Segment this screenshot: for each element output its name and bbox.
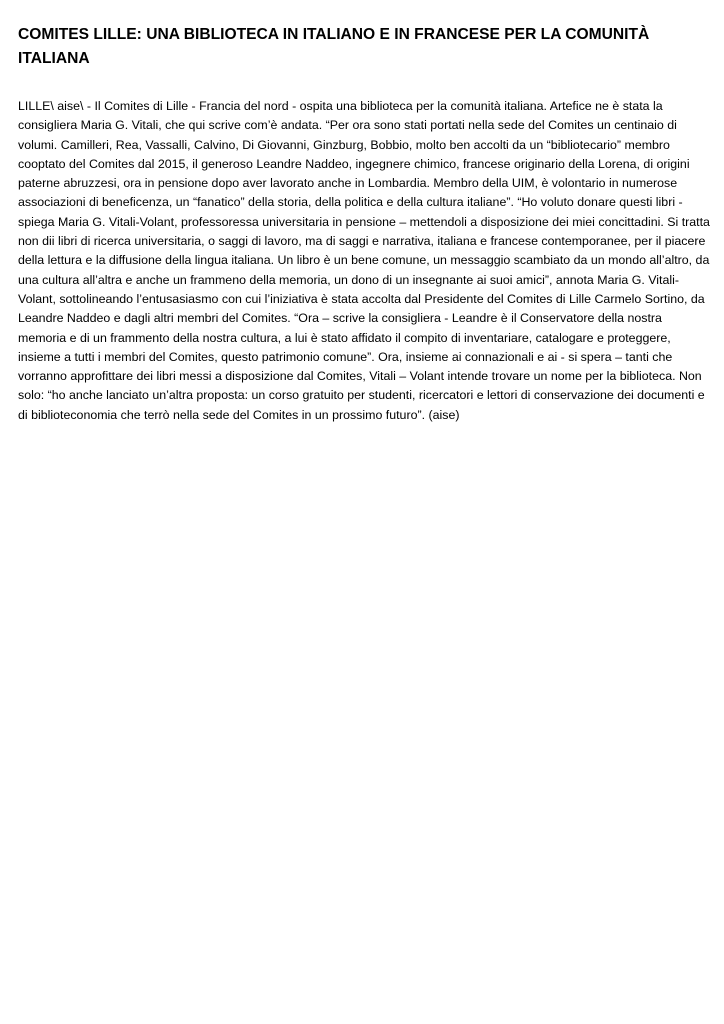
article-title: COMITES LILLE: UNA BIBLIOTECA IN ITALIANO E IN FRANCESE PER LA COMUNITÀ ITALIANA [18, 26, 650, 67]
article [18, 23, 710, 425]
article-body: LILLE\ aise\ - Il Comites di Lille - Francia del nord - ospita una biblioteca per la comunità italiana. Artefice ne è stata la consigliera Maria G. Vitali, che qui scrive com’è andata. “Per ora sono stati portati nella sede del Comites un centinaio di volumi. Camilleri, Rea, Vassalli, Calvino, Di Giovanni, Ginzburg, Bobbio, molto ben accolti da un “bibliotecario” membro cooptato del Comites dal 2015, il generoso Leandre Naddeo, ingegnere chimico, francese originario della Lorena, di origini paterne abruzzesi, ora in pensione dopo aver lavorato anche in Lombardia. Membro della UIM, è volontario in numerose associazioni di beneficenza, un “fanatico” della storia, della politica e della cultura italiane”. “Ho voluto donare questi libri - spiega Maria G. Vitali-Volant, professoressa universitaria in pensione – mettendoli a disposizione dei miei concittadini. Si tratta non dii libri di ricerca universitaria, o saggi di lavoro, ma di saggi e narrativa, italiana e francese contemporanee, per il piacere della lettura e la diffusione della lingua italiana. Un libro è un bene comune, un messaggio scambiato da un mondo all’altro, da una cultura all’altra e anche un frammeno della memoria, un dono di un insegnante ai suoi amici”, annota Maria G. Vitali-Volant, sottolineando l’entusasiasmo con cui l’iniziativa è stata accolta dal Presidente del Comites di Lille Carmelo Sortino, da Leandre Naddeo e dagli altri membri del Comites. “Ora – scrive la consigliera - Leandre è il Conservatore della nostra memoria e di un frammento della nostra cultura, a lui è stato affidato il compito di inventariare, catalogare e proteggere, insieme a tutti i membri del Comites, questo patrimonio comune”. Ora, insieme ai connazionali e ai - si spera – tanti che vorranno approfittare dei libri messi a disposizione dal Comites, Vitali – Volant intende trovare un nome per la biblioteca. Non solo: “ho anche lanciato un’altra proposta: un corso gratuito per studenti, ricercatori e lettori di conservazione dei documenti e di biblioteconomia che terrò nella sede del Comites in un prossimo futuro”. (aise) [18, 99, 710, 422]
